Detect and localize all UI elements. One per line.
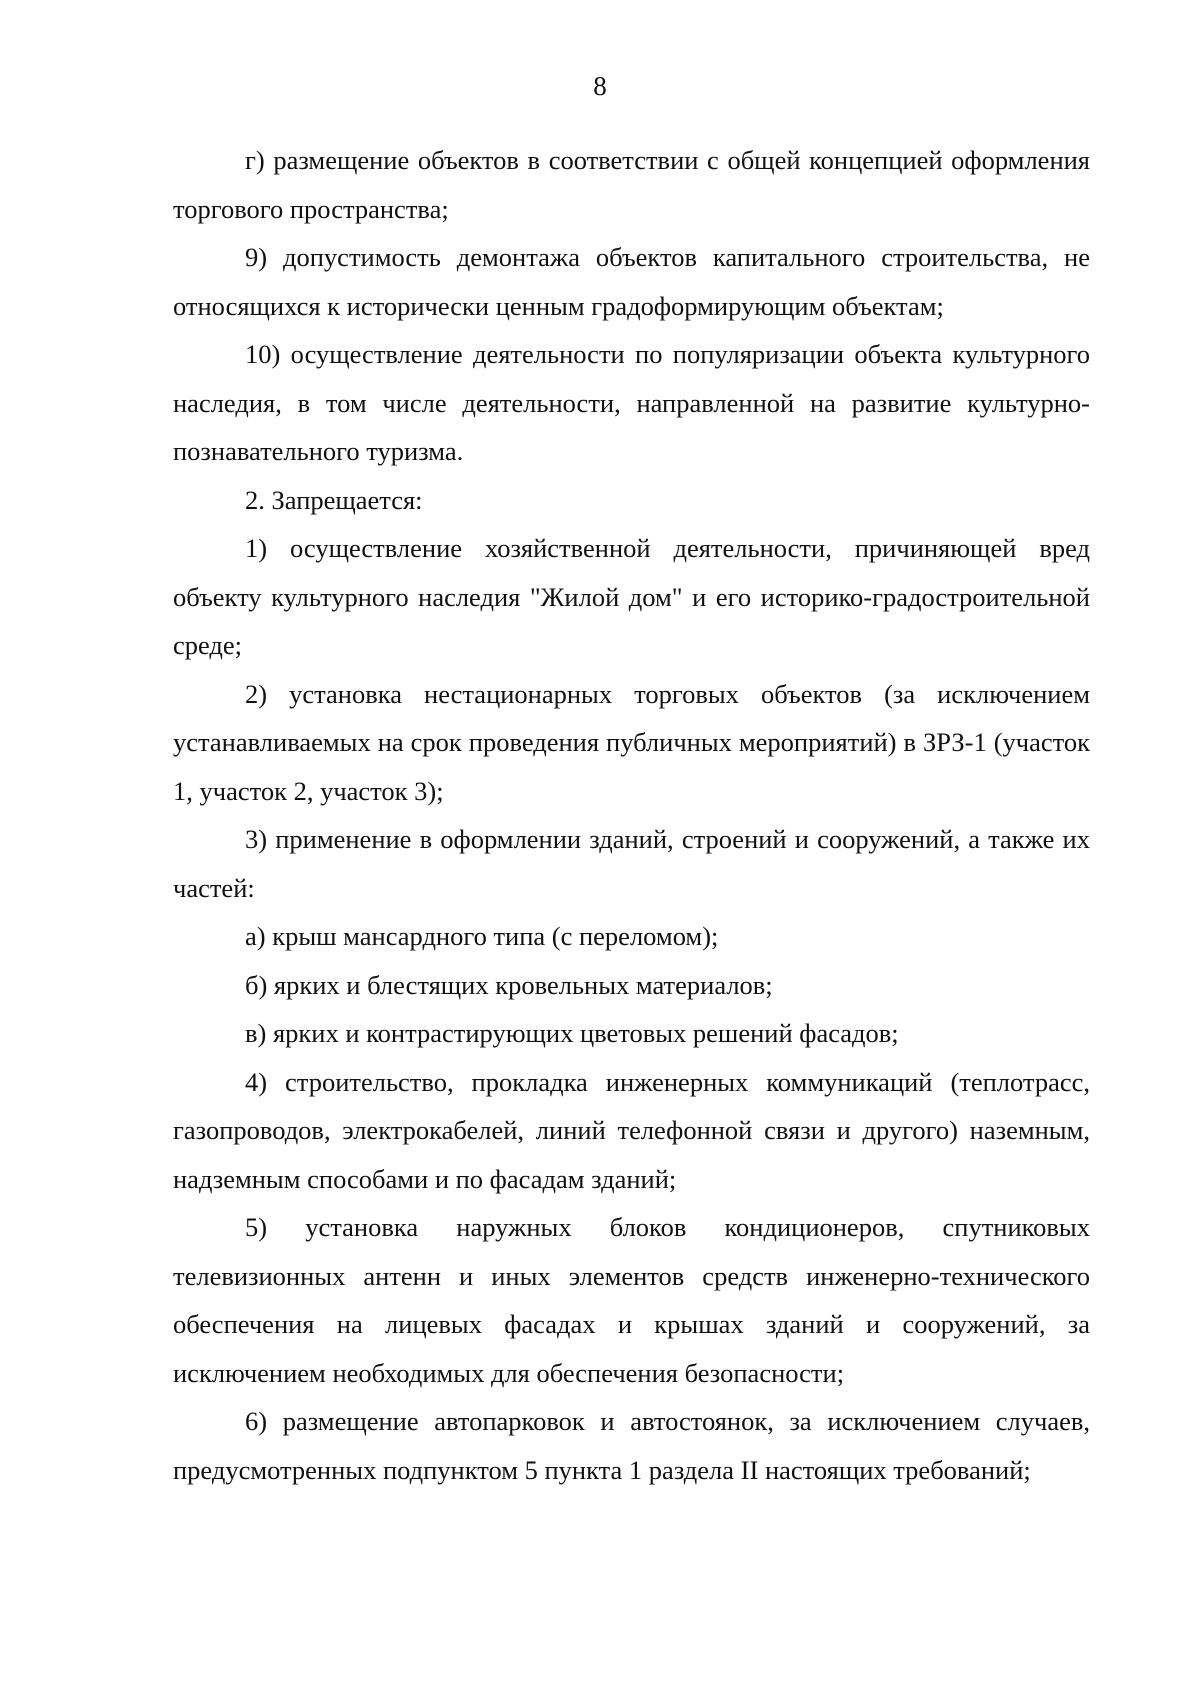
paragraph-item-9: 9) допустимость демонтажа объектов капитального строительства, не относящихся к исторически ценным градоформирующим объектам;: [173, 242, 1090, 321]
paragraph-prohibited-2: 2) установка нестационарных торговых объектов (за исключением устанавливаемых на срок проведения публичных мероприятий) в ЗРЗ-1 (участок 1, участок 2, участок 3);: [173, 678, 1090, 806]
paragraph-prohibited-4: 4) строительство, прокладка инженерных коммуникаций (теплотрасс, газопроводов, электрокабелей, линий телефонной связи и другого) наземным, надземным способами и по фасадам зданий;: [173, 1066, 1090, 1194]
paragraph-item-10: 10) осуществление деятельности по популяризации объекта культурного наследия, в том числе деятельности, направленной на развитие культурно-познавательного туризма.: [173, 339, 1090, 466]
paragraph-prohibited-6: 6) размещение автопарковок и автостоянок, за исключением случаев, предусмотренных подпунктом 5 пункта 1 раздела II настоящих требований;: [173, 1406, 1090, 1485]
paragraph-prohibited-5: 5) установка наружных блоков кондиционеров, спутниковых телевизионных антенн и иных элементов средств инженерно-технического обеспечения на лицевых фасадах и крышах зданий и сооружений, за исключением необходимых для обеспечения безопасности;: [173, 1212, 1090, 1388]
paragraph-prohibited-1: 1) осуществление хозяйственной деятельности, причиняющей вред объекту культурного наследия "Жилой дом" и его историко-градостроительной среде;: [173, 533, 1090, 660]
paragraph-subitem-v: в) ярких и контрастирующих цветовых решений фасадов;: [245, 1018, 899, 1048]
paragraph-prohibited-3: 3) применение в оформлении зданий, строений и сооружений, а также их частей:: [173, 824, 1090, 903]
document-body: [173, 136, 1090, 1494]
paragraph-item-g: г) размещение объектов в соответствии с общей концепцией оформления торгового пространства;: [173, 145, 1090, 224]
paragraph-subitem-a: а) крыш мансардного типа (с переломом);: [245, 921, 719, 951]
page-number: 8: [593, 71, 607, 101]
section-heading-2: 2. Запрещается:: [245, 484, 423, 515]
paragraph-subitem-b: б) ярких и блестящих кровельных материалов;: [245, 969, 773, 1000]
